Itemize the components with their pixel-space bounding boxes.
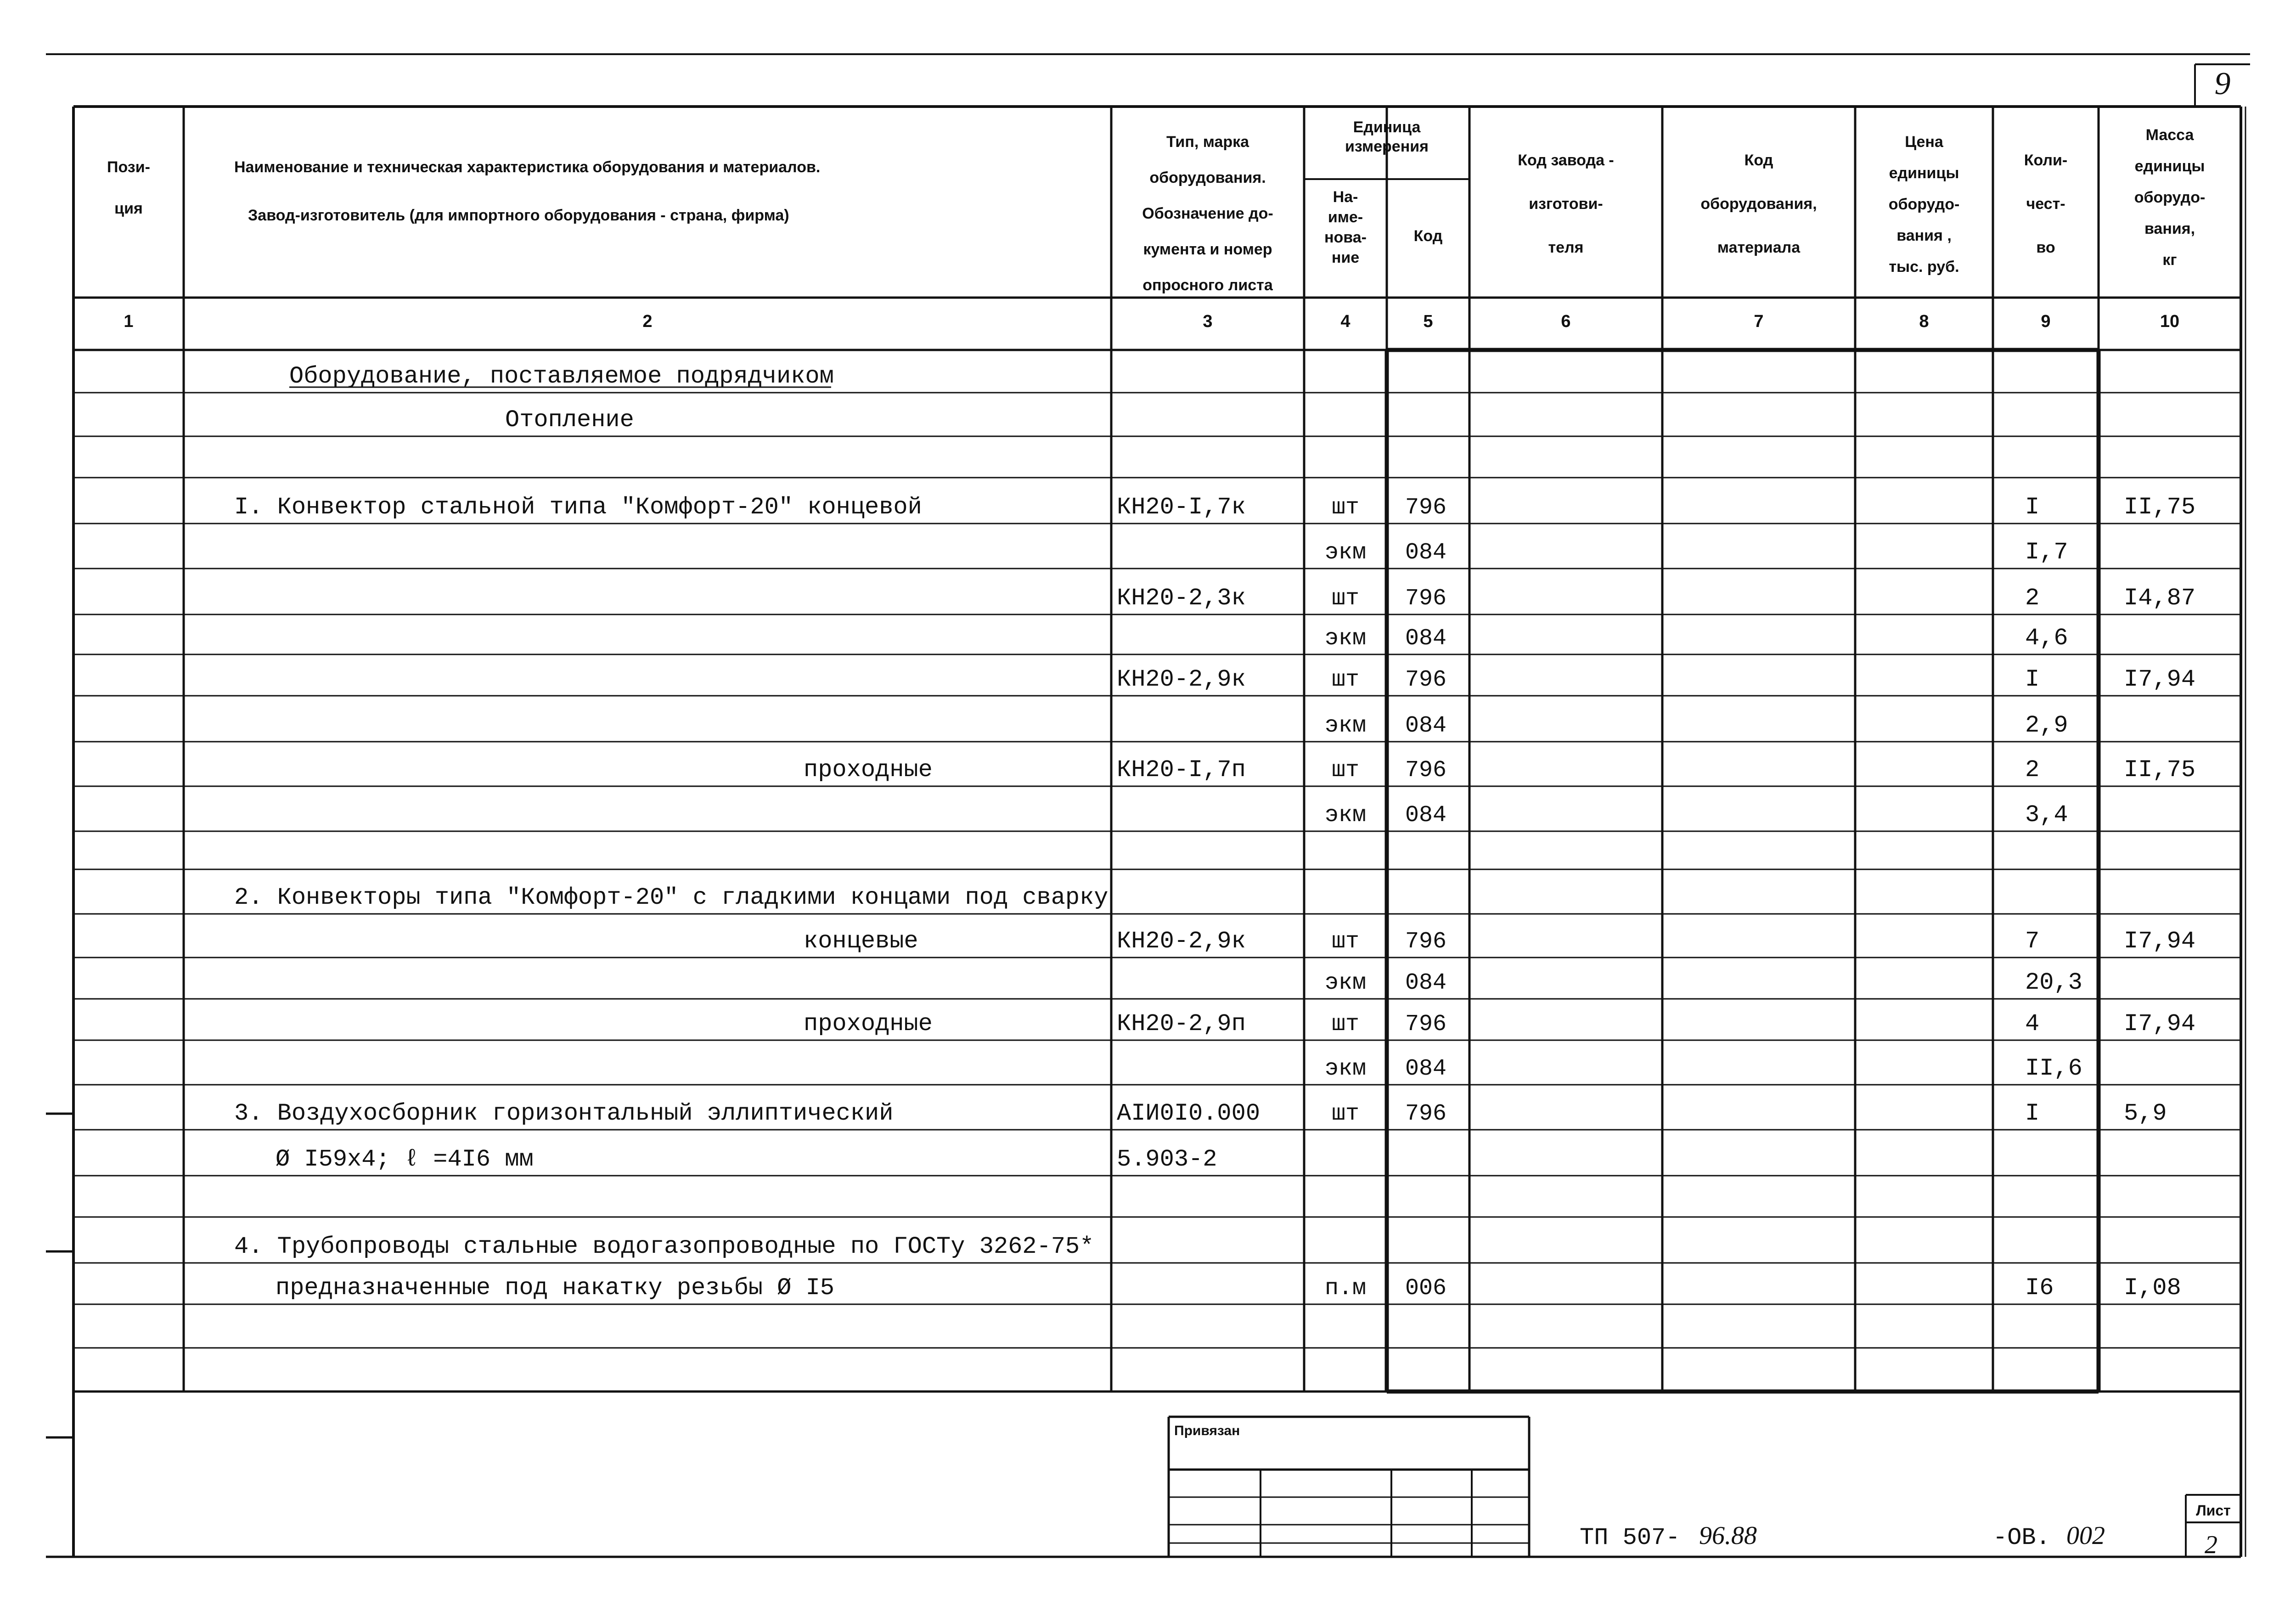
- quantity: 2: [2025, 585, 2040, 612]
- svg-text:изготови-: изготови-: [1529, 195, 1603, 213]
- unit-name: шт: [1331, 929, 1360, 955]
- svg-text:Коли-: Коли-: [2024, 152, 2068, 169]
- svg-text:материала: материала: [1717, 239, 1801, 256]
- svg-text:единицы: единицы: [1889, 164, 1959, 182]
- svg-text:Масса: Масса: [2145, 126, 2194, 144]
- quantity: I,7: [2025, 539, 2068, 566]
- svg-text:теля: теля: [1548, 239, 1584, 256]
- quantity: I: [2025, 666, 2040, 693]
- column-number: 5: [1423, 312, 1433, 331]
- column-number: 10: [2160, 312, 2180, 331]
- unit-code: 796: [1405, 1011, 1447, 1037]
- unit-code: 796: [1405, 929, 1447, 955]
- doc-number-prefix: ТП 507-: [1580, 1524, 1680, 1551]
- quantity: I: [2025, 1100, 2040, 1127]
- list-number: 2: [2205, 1531, 2217, 1559]
- item-type: КН20-2,9к: [1117, 666, 1246, 693]
- unit-mass: 5,9: [2124, 1100, 2167, 1127]
- section-title: Оборудование, поставляемое подрядчиком: [289, 363, 834, 390]
- quantity: 3,4: [2025, 801, 2068, 828]
- unit-name: экм: [1324, 540, 1367, 566]
- header-name-line1: Наименование и техническая характеристика оборудования и материалов.: [234, 158, 821, 176]
- unit-code: 796: [1405, 586, 1447, 612]
- unit-name: шт: [1331, 1011, 1360, 1037]
- svg-text:Обозначение до-: Обозначение до-: [1142, 205, 1273, 222]
- column-number: 2: [642, 312, 653, 331]
- item-name: проходные: [804, 756, 933, 783]
- unit-code: 084: [1405, 625, 1447, 652]
- unit-name: экм: [1324, 1056, 1367, 1082]
- svg-text:нова-: нова-: [1324, 229, 1367, 246]
- svg-text:кумента и номер: кумента и номер: [1143, 241, 1272, 258]
- unit-code: 084: [1405, 1056, 1447, 1082]
- unit-code: 084: [1405, 802, 1447, 828]
- svg-text:оборудования,: оборудования,: [1700, 195, 1817, 213]
- svg-text:вания ,: вания ,: [1896, 227, 1952, 244]
- unit-mass: I7,94: [2124, 928, 2196, 955]
- unit-mass: II,75: [2124, 756, 2196, 783]
- column-number: 9: [2041, 312, 2051, 331]
- quantity: I6: [2025, 1274, 2054, 1301]
- item-name: 3. Воздухосборник горизонтальный эллиптический: [234, 1100, 894, 1127]
- item-name: концевые: [804, 928, 918, 955]
- list-label: Лист: [2196, 1502, 2231, 1519]
- header-equipment-code: [1700, 152, 1817, 256]
- unit-mass: II,75: [2124, 494, 2196, 521]
- svg-text:оборудо-: оборудо-: [2134, 189, 2206, 206]
- unit-mass: I7,94: [2124, 666, 2196, 693]
- unit-mass: I4,87: [2124, 585, 2196, 612]
- svg-text:кг: кг: [2162, 251, 2177, 269]
- unit-name: шт: [1331, 586, 1360, 612]
- quantity: 2: [2025, 756, 2040, 783]
- svg-text:ция: ция: [114, 200, 143, 217]
- column-number: 4: [1340, 312, 1351, 331]
- item-type: КН20-2,9п: [1117, 1010, 1246, 1037]
- svg-text:единицы: единицы: [2134, 158, 2205, 175]
- item-name: 2. Конвекторы типа "Комфорт-20" с гладкими концами под сварку: [234, 884, 1109, 911]
- unit-mass: I,08: [2124, 1274, 2181, 1301]
- unit-name: экм: [1324, 713, 1367, 739]
- header-price: [1889, 133, 1960, 276]
- column-number: 8: [1919, 312, 1929, 331]
- unit-name: экм: [1324, 802, 1367, 828]
- header-quantity: [2024, 152, 2068, 256]
- item-name: Отопление: [505, 406, 634, 434]
- quantity: 4,6: [2025, 625, 2068, 652]
- unit-name: шт: [1331, 757, 1360, 783]
- unit-code: 084: [1405, 713, 1447, 739]
- svg-text:Код завода -: Код завода -: [1518, 152, 1614, 169]
- header-unit-name: [1324, 188, 1367, 266]
- quantity: II,6: [2025, 1055, 2082, 1082]
- item-type: КН20-I,7к: [1117, 494, 1246, 521]
- item-type: КН20-I,7п: [1117, 756, 1246, 783]
- item-type: АIИ0I0.000: [1117, 1100, 1261, 1127]
- header-name-line2: Завод-изготовитель (для импортного оборудования - страна, фирма): [248, 207, 789, 224]
- svg-text:име-: име-: [1328, 208, 1363, 226]
- doc-number-suffix-handwritten: 002: [2066, 1521, 2105, 1550]
- item-name: проходные: [804, 1010, 933, 1037]
- unit-mass: I7,94: [2124, 1010, 2196, 1037]
- header-type: [1142, 133, 1273, 294]
- item-type: КН20-2,9к: [1117, 928, 1246, 955]
- unit-name: шт: [1331, 495, 1360, 521]
- unit-code: 796: [1405, 495, 1447, 521]
- doc-number-handwritten: 96.88: [1699, 1521, 1757, 1550]
- unit-code: 796: [1405, 1101, 1447, 1127]
- header-unit-code: Код: [1413, 227, 1443, 245]
- unit-code: 796: [1405, 757, 1447, 783]
- unit-name: шт: [1331, 667, 1360, 693]
- svg-text:Единица: Единица: [1353, 118, 1421, 136]
- quantity: 4: [2025, 1010, 2040, 1037]
- svg-text:ние: ние: [1331, 249, 1360, 266]
- header-mass: [2134, 126, 2206, 269]
- svg-text:Цена: Цена: [1905, 133, 1943, 151]
- column-number: 1: [124, 312, 134, 331]
- unit-name: п.м: [1324, 1275, 1367, 1301]
- unit-code: 084: [1405, 540, 1447, 566]
- quantity: I: [2025, 494, 2040, 521]
- stamp-label-privyazan: Привязан: [1174, 1423, 1240, 1438]
- item-name: I. Конвектор стальной типа "Комфорт-20" концевой: [234, 494, 922, 521]
- quantity: 20,3: [2025, 969, 2082, 996]
- svg-text:опросного листа: опросного листа: [1142, 276, 1273, 294]
- unit-name: экм: [1324, 970, 1367, 996]
- quantity: 2,9: [2025, 712, 2068, 739]
- unit-name: экм: [1324, 625, 1367, 652]
- header-position: [107, 158, 150, 217]
- svg-text:чест-: чест-: [2026, 195, 2065, 213]
- sheet-mark-handwritten: 9: [2214, 66, 2231, 101]
- svg-text:оборудо-: оборудо-: [1888, 196, 1960, 213]
- svg-text:На-: На-: [1333, 188, 1358, 206]
- column-number: 7: [1754, 312, 1764, 331]
- svg-text:тыс. руб.: тыс. руб.: [1889, 258, 1959, 276]
- unit-code: 796: [1405, 667, 1447, 693]
- svg-text:вания,: вания,: [2144, 220, 2195, 237]
- unit-code: 006: [1405, 1275, 1447, 1301]
- svg-text:оборудования.: оборудования.: [1149, 169, 1266, 186]
- item-name: 4. Трубопроводы стальные водогазопроводные по ГОСТу 3262-75*: [234, 1233, 1094, 1260]
- svg-text:измерения: измерения: [1345, 138, 1429, 155]
- doc-number-suffix: -ОВ.: [1993, 1524, 2050, 1551]
- svg-text:Тип, марка: Тип, марка: [1166, 133, 1249, 151]
- quantity: 7: [2025, 928, 2040, 955]
- unit-name: шт: [1331, 1101, 1360, 1127]
- item-name: предназначенные под накатку резьбы Ø I5: [276, 1274, 834, 1301]
- item-name: Ø I59х4; ℓ =4I6 мм: [276, 1146, 534, 1173]
- column-number: 6: [1561, 312, 1571, 331]
- item-type: КН20-2,3к: [1117, 585, 1246, 612]
- header-plant-code: [1518, 152, 1614, 256]
- item-type: 5.903-2: [1117, 1146, 1217, 1173]
- unit-code: 084: [1405, 970, 1447, 996]
- svg-text:Код: Код: [1744, 152, 1773, 169]
- svg-text:во: во: [2036, 239, 2055, 256]
- column-number: 3: [1203, 312, 1213, 331]
- svg-text:Пози-: Пози-: [107, 158, 150, 176]
